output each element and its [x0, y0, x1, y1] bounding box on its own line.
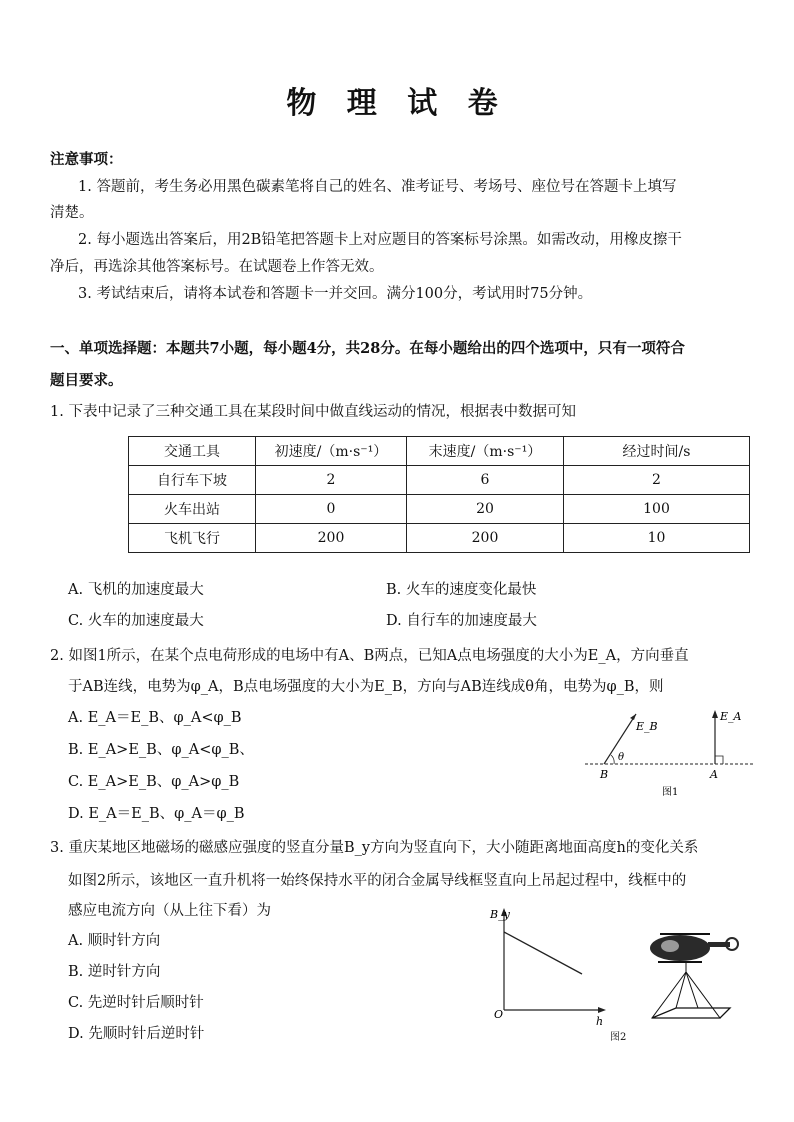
ea-label: E_A — [720, 710, 742, 723]
q1-option-a: A. 飞机的加速度最大 — [68, 582, 204, 598]
x-axis-arrow — [598, 1007, 606, 1013]
q3-stem-line-2: 如图2所示，该地区一直升机将一始终保持水平的闭合金属导线框竖直向上吊起过程中，线框中的 — [68, 873, 687, 889]
table-cell: 0 — [256, 495, 407, 524]
table-header-row — [129, 437, 750, 466]
figure-2-caption: 图2 — [610, 1032, 627, 1043]
section-1-heading-line-2: 题目要求。 — [50, 372, 123, 389]
q1-option-b: B. 火车的速度变化最快 — [386, 582, 537, 598]
q3-option-d: D. 先顺时针后逆时针 — [68, 1026, 205, 1042]
table-row — [129, 495, 750, 524]
figure-1-caption: 图1 — [662, 787, 679, 798]
figure-2-graph — [484, 900, 610, 1030]
cockpit-icon — [661, 940, 679, 952]
pyramid-edge-icon — [676, 972, 686, 1008]
table-cell: 200 — [256, 524, 407, 553]
table-cell: 200 — [407, 524, 564, 553]
table-cell: 2 — [564, 466, 750, 495]
point-b-label: B — [600, 768, 609, 781]
point-a-label: A — [710, 768, 718, 781]
notice-item-3: 3. 考试结束后，请将本试卷和答题卡一并交回。满分100分，考试用时75分钟。 — [78, 286, 593, 302]
theta-arc — [611, 755, 614, 764]
q3-option-a: A. 顺时针方向 — [68, 933, 161, 949]
q2-option-b: B. E_A>E_B、φ_A<φ_B、 — [68, 742, 254, 758]
table-cell: 2 — [256, 466, 407, 495]
table-header-cell: 交通工具 — [129, 437, 256, 466]
notice-item-2-line-1: 2. 每小题选出答案后，用2B铅笔把答题卡上对应题目的答案标号涂黑。如需改动，用橡皮擦干 — [78, 232, 682, 248]
figure-1 — [580, 700, 760, 805]
notice-heading: 注意事项： — [50, 151, 123, 168]
x-axis-label: h — [596, 1015, 604, 1028]
table-cell: 100 — [564, 495, 750, 524]
table-cell: 飞机飞行 — [129, 524, 256, 553]
section-1-heading-line-1: 一、单项选择题：本题共7小题，每小题4分，共28分。在每小题给出的四个选项中，只有一项符合 — [50, 340, 685, 357]
q1-option-d: D. 自行车的加速度最大 — [386, 613, 537, 629]
notice-item-1-line-1: 1. 答题前，考生务必用黑色碳素笔将自己的姓名、准考证号、考场号、座位号在答题卡上填写 — [78, 179, 677, 195]
table-cell: 10 — [564, 524, 750, 553]
q3-stem-line-1: 3. 重庆某地区地磁场的磁感应强度的竖直分量B_y方向为竖直向下，大小随距离地面高度h的变化关系 — [50, 840, 699, 856]
ea-arrowhead — [712, 710, 718, 718]
notice-item-2-line-2: 净后，再选涂其他答案标号。在试题卷上作答无效。 — [50, 259, 384, 275]
notice-item-1-line-2: 清楚。 — [50, 205, 94, 221]
q2-stem-line-2: 于AB连线，电势为φ_A，B点电场强度的大小为E_B，方向与AB连线成θ角，电势为φ_B，则 — [68, 679, 664, 695]
q3-option-b: B. 逆时针方向 — [68, 964, 161, 980]
theta-label: θ — [618, 752, 625, 763]
q2-option-a: A. E_A＝E_B、φ_A<φ_B — [68, 710, 242, 726]
helicopter-illustration — [630, 920, 750, 1045]
table-header-cell: 经过时间/s — [564, 437, 750, 466]
by-line — [504, 932, 582, 974]
pyramid-icon — [652, 972, 720, 1018]
q3-stem-line-3: 感应电流方向（从上往下看）为 — [68, 903, 271, 919]
q2-stem-line-1: 2. 如图1所示，在某个点电荷形成的电场中有A、B两点，已知A点电场强度的大小为E_A，方向垂直 — [50, 648, 689, 664]
table-cell: 6 — [407, 466, 564, 495]
q1-option-c: C. 火车的加速度最大 — [68, 613, 204, 629]
q1-stem: 1. 下表中记录了三种交通工具在某段时间中做直线运动的情况，根据表中数据可知 — [50, 404, 576, 420]
table-cell: 20 — [407, 495, 564, 524]
pyramid-edge-icon — [686, 972, 698, 1008]
table-header-cell: 末速度/（m·s⁻¹） — [407, 437, 564, 466]
page-title: 物 理 试 卷 — [286, 86, 508, 121]
table-header-cell: 初速度/（m·s⁻¹） — [256, 437, 407, 466]
table-cell: 自行车下坡 — [129, 466, 256, 495]
q2-option-d: D. E_A＝E_B、φ_A＝φ_B — [68, 806, 245, 822]
origin-label: O — [494, 1008, 504, 1021]
y-axis-label: B_y — [490, 908, 510, 921]
table-row — [129, 466, 750, 495]
table-cell: 火车出站 — [129, 495, 256, 524]
table-row — [129, 524, 750, 553]
eb-label: E_B — [636, 720, 658, 733]
q3-option-c: C. 先逆时针后顺时针 — [68, 995, 204, 1011]
q1-table — [128, 436, 750, 553]
q2-option-c: C. E_A>E_B、φ_A>φ_B — [68, 774, 240, 790]
right-angle-mark — [715, 756, 723, 764]
helicopter-body-icon — [650, 935, 710, 961]
